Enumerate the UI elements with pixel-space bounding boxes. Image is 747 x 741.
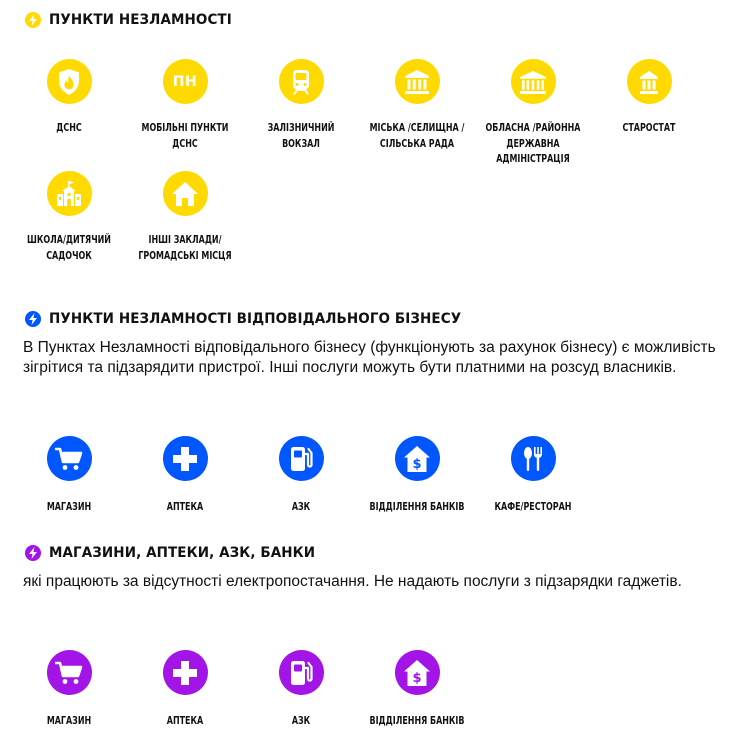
item-shop	[8, 436, 130, 516]
item-mobile-dsns	[124, 59, 246, 152]
item-label: МАГАЗИН	[46, 715, 92, 727]
item-label: ВІДДІЛЕННЯ БАНКІВ	[369, 715, 465, 727]
school-icon	[47, 171, 92, 216]
train-icon	[279, 59, 324, 104]
pn-badge-text: ПН	[172, 73, 198, 90]
section-2-header	[25, 311, 492, 327]
lightning-icon	[25, 12, 41, 28]
section-3-title: МАГАЗИНИ, АПТЕКИ, АЗК, БАНКИ	[49, 545, 316, 561]
item-bank-branch	[356, 650, 478, 730]
item-label: ДСНС	[56, 122, 82, 134]
section-1-header	[25, 12, 246, 28]
item-label: АЗК	[291, 715, 311, 727]
item-label: СТАРОСТАТ	[622, 122, 676, 134]
fork-spoon-icon	[511, 436, 556, 481]
shopping-cart-icon	[47, 650, 92, 695]
item-label: АПТЕКА	[166, 715, 204, 727]
item-gas-station	[240, 436, 362, 516]
item-shop	[8, 650, 130, 730]
item-starostat	[588, 59, 710, 137]
item-bank-branch	[356, 436, 478, 516]
section-3-description: які працюють за відсутності електропостачання. Не надають послуги з підзарядки гаджетів.	[23, 573, 682, 590]
lightning-icon	[25, 311, 41, 327]
item-label: ІНШІ ЗАКЛАДИ/ГРОМАДСЬКІ МІСЦЯ	[138, 234, 232, 262]
item-gas-station	[240, 650, 362, 730]
pharmacy-cross-icon	[163, 650, 208, 695]
item-label: АЗК	[291, 501, 311, 513]
government-building-icon	[395, 59, 440, 104]
item-cafe	[472, 436, 594, 516]
item-label: АПТЕКА	[166, 501, 204, 513]
item-pharmacy	[124, 436, 246, 516]
section-1-title: ПУНКТИ НЕЗЛАМНОСТІ	[49, 12, 232, 28]
item-label: ВІДДІЛЕННЯ БАНКІВ	[369, 501, 465, 513]
item-other-public-places	[124, 171, 246, 264]
item-city-council	[356, 59, 478, 152]
item-school	[8, 171, 130, 264]
government-building-wide-icon	[511, 59, 556, 104]
item-label: МОБІЛЬНІ ПУНКТИ ДСНС	[141, 122, 229, 150]
small-government-building-icon	[627, 59, 672, 104]
item-label: ШКОЛА/ДИТЯЧИЙ САДОЧОК	[27, 234, 111, 262]
section-2-description: В Пунктах Незламності відповідального бізнесу (функціонують за рахунок бізнесу) є можливість зігрітися та підзарядити пристрої. Інші послуги можуть бути платними на розсуд власників.	[23, 339, 716, 376]
bank-house-icon	[395, 650, 440, 695]
house-icon	[163, 171, 208, 216]
item-label: МАГАЗИН	[46, 501, 92, 513]
fuel-pump-icon	[279, 650, 324, 695]
bank-house-icon	[395, 436, 440, 481]
item-label: ЗАЛІЗНИЧНИЙ ВОКЗАЛ	[267, 122, 335, 150]
pharmacy-cross-icon	[163, 436, 208, 481]
shopping-cart-icon	[47, 436, 92, 481]
fuel-pump-icon	[279, 436, 324, 481]
section-3-header	[25, 545, 335, 561]
item-label: ОБЛАСНА /РАЙОННА ДЕРЖАВНА АДМІНІСТРАЦІЯ	[485, 122, 581, 165]
item-railway-station	[240, 59, 362, 152]
item-regional-administration	[472, 59, 594, 168]
item-dsns	[8, 59, 130, 137]
pn-badge-icon	[163, 59, 208, 104]
lightning-icon	[25, 545, 41, 561]
shield-flame-icon	[47, 59, 92, 104]
item-label: МІСЬКА /СЕЛИЩНА /СІЛЬСЬКА РАДА	[369, 122, 465, 150]
item-pharmacy	[124, 650, 246, 730]
section-2-title: ПУНКТИ НЕЗЛАМНОСТІ ВІДПОВІДАЛЬНОГО БІЗНЕСУ	[49, 311, 462, 327]
item-label: КАФЕ/РЕСТОРАН	[494, 501, 572, 513]
